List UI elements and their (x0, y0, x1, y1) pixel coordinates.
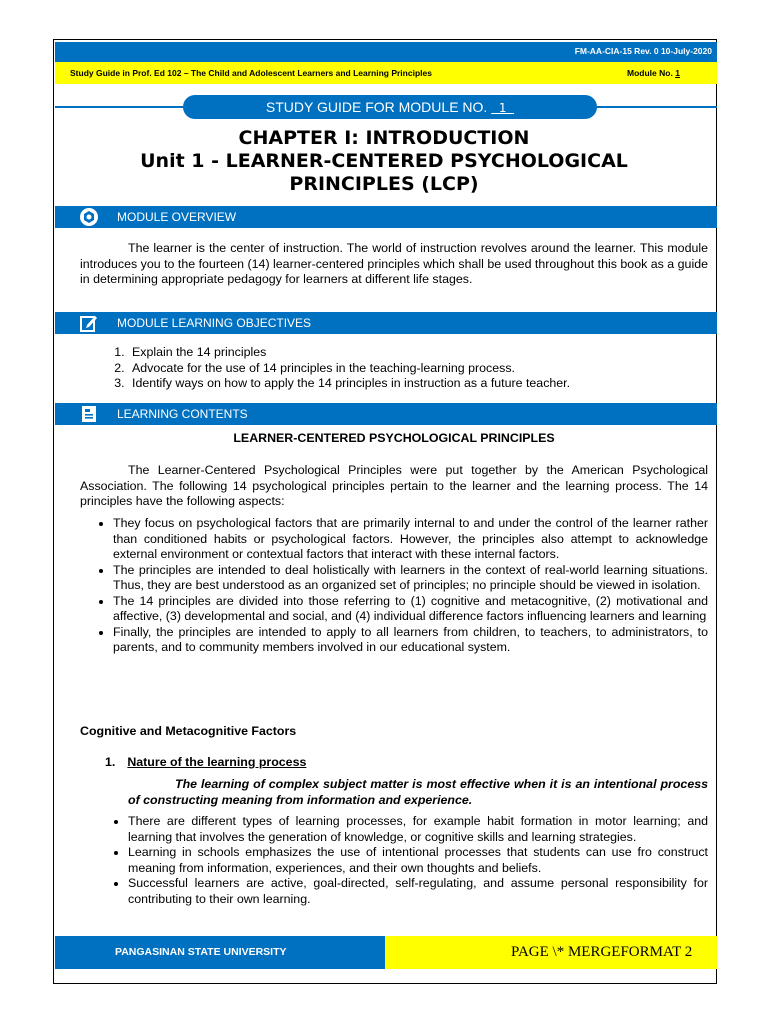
banner-number: 1 (491, 101, 515, 115)
contents-section-bar (55, 403, 717, 425)
footer-university: PANGASINAN STATE UNIVERSITY (115, 946, 287, 958)
objective-item: 3. Identify ways on how to apply the 14 principles in instruction as a future teacher. (128, 376, 708, 392)
footer-page-field: PAGE \* MERGEFORMAT 2 (511, 944, 693, 960)
aspect-item: • They focus on psychological factors that are primarily internal to and under the control of the learner rather than conditioned habits or psychological factors. However, the principles also attempt to acknowledge external environment or contextual factors that interact with these internal factors. (113, 516, 708, 563)
contents-document-icon (79, 404, 99, 424)
objectives-edit-icon (79, 313, 99, 333)
principle-points (95, 814, 708, 907)
module-number (627, 68, 680, 78)
principle-point: • Successful learners are active, goal-directed, self-regulating, and assume personal responsibility for contributing to their own learning. (128, 876, 708, 907)
module-number-label: Module No. (627, 68, 673, 78)
contents-title: LEARNER-CENTERED PSYCHOLOGICAL PRINCIPLES (233, 431, 555, 445)
contents-heading: LEARNING CONTENTS (117, 407, 248, 421)
module-number-value: 1 (675, 68, 680, 78)
objectives-section-bar (55, 312, 717, 334)
principle-point: • Learning in schools emphasizes the use of intentional processes that students can use fro construct meaning from information, experiences, and their own thoughts and beliefs. (128, 845, 708, 876)
principle-title: Nature of the learning process (127, 755, 307, 769)
aspects-list (80, 516, 708, 656)
overview-icon (79, 207, 99, 227)
contents-intro: The Learner-Centered Psychological Principles were put together by the American Psychological Association. The following 14 psychological principles pertain to the learner and the learning process. The 14 principles have the following aspects: (80, 463, 708, 508)
study-guide-title: Study Guide in Prof. Ed 102 – The Child and Adolescent Learners and Learning Principles (70, 68, 432, 78)
principle-heading (105, 755, 306, 769)
chapter-title (44, 127, 724, 196)
factor-heading: Cognitive and Metacognitive Factors (80, 724, 297, 738)
principle-point: • There are different types of learning processes, for example habit formation in motor learning; and learning that involves the generation of knowledge, or cognitive skills and learning strategies. (128, 814, 708, 845)
chapter-title-line2: Unit 1 - LEARNER-CENTERED PSYCHOLOGICAL (140, 150, 628, 172)
objective-item: 2. Advocate for the use of 14 principles in the teaching-learning process. (128, 361, 708, 377)
aspect-item: • Finally, the principles are intended to apply to all learners from children, to teachers, to administrators, to parents, and to community members involved in our educational system. (113, 625, 708, 656)
principle-statement: The learning of complex subject matter is most effective when it is an intentional process of constructing meaning from information and experience. (128, 777, 708, 807)
chapter-title-line3: PRINCIPLES (LCP) (289, 173, 479, 195)
aspect-item: • The 14 principles are divided into those referring to (1) cognitive and metacognitive, (2) motivational and affective, (3) developmental and social, and (4) individual difference factors influencing learners and learning (113, 594, 708, 625)
principle-number: 1. (105, 755, 116, 769)
objective-item: 1. Explain the 14 principles (128, 345, 708, 361)
overview-text: The learner is the center of instruction. The world of instruction revolves around the learner. This module introduces you to the fourteen (14) learner-centered principles which shall be used throughout this book as a guide in determining appropriate pedagogy for learners at different life stages. (80, 241, 708, 286)
objectives-list (80, 345, 708, 392)
banner-label: STUDY GUIDE FOR MODULE NO. (265, 99, 492, 115)
form-code: FM-AA-CIA-15 Rev. 0 10-July-2020 (574, 46, 712, 56)
module-banner (183, 95, 597, 119)
overview-section-bar (55, 206, 717, 228)
chapter-title-line1: CHAPTER I: INTRODUCTION (238, 127, 530, 149)
objectives-heading: MODULE LEARNING OBJECTIVES (117, 316, 312, 330)
aspect-item: • The principles are intended to deal holistically with learners in the context of real-world learning situations. Thus, they are best understood as an organized set of principles; no principle should be viewed in isolation. (113, 563, 708, 594)
overview-heading: MODULE OVERVIEW (117, 210, 237, 224)
